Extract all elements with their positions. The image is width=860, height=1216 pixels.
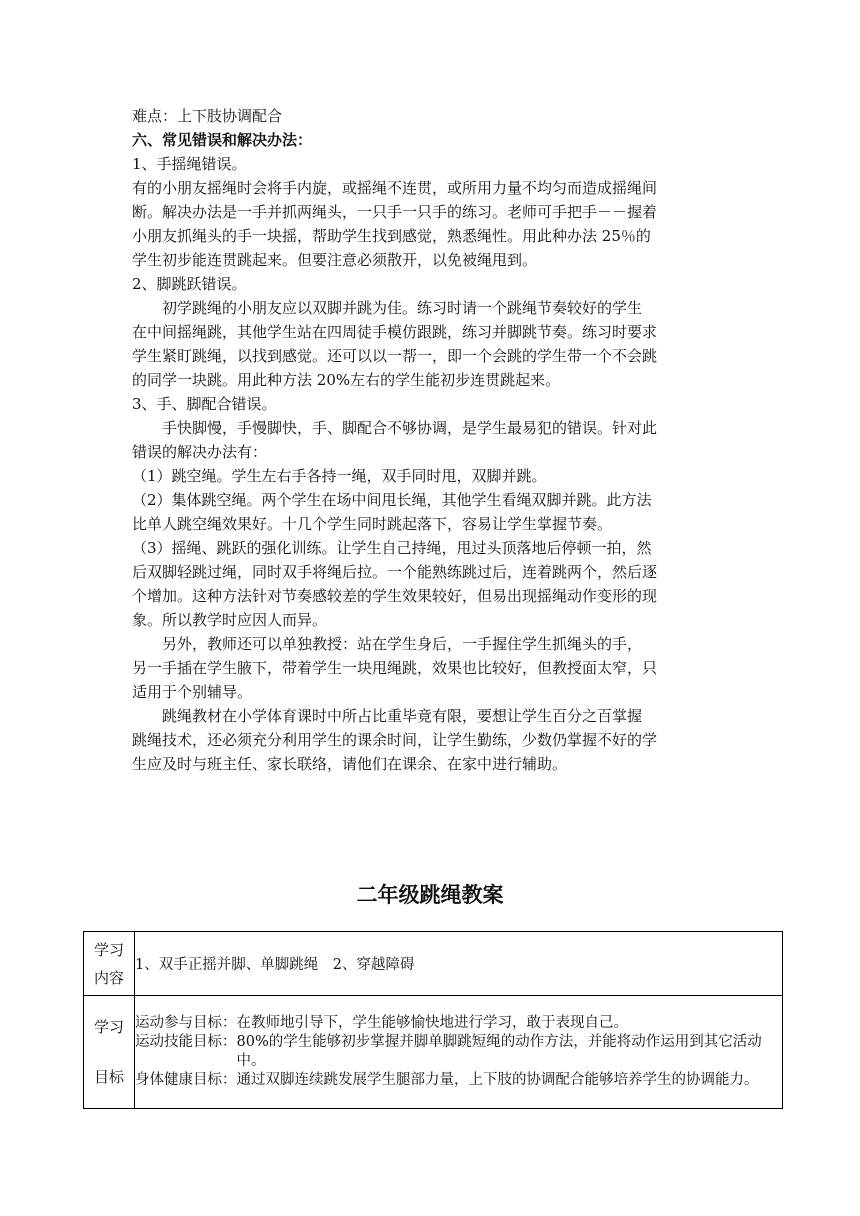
goal-label: 身体健康目标： [135, 1072, 237, 1088]
text-line: 2、脚跳跃错误。 [132, 275, 247, 293]
label-line: 学习 [93, 1018, 124, 1036]
text-line: 适用于个别辅导。 [132, 683, 253, 701]
goal-label: 运动参与目标： [135, 1015, 237, 1031]
row-label-content [84, 932, 135, 996]
table-row-goals [84, 996, 783, 1109]
section-heading: 六、常见错误和解决办法： [132, 131, 313, 149]
text-line: 3、手、脚配合错误。 [132, 395, 277, 413]
text-line: 小朋友抓绳头的手一块摇，帮助学生找到感觉，熟悉绳性。用此种办法 25％的 [132, 227, 651, 245]
text-line: 跳绳教材在小学体育课时中所占比重毕竟有限，要想让学生百分之百掌握 [132, 707, 643, 725]
text-line: 个增加。这种方法针对节奏感较差的学生效果较好，但易出现摇绳动作变形的现 [132, 587, 658, 605]
text-line: 另外，教师还可以单独教授：站在学生身后，一手握住学生抓绳头的手， [132, 635, 643, 653]
text-line: （1）跳空绳。学生左右手各持一绳，双手同时甩，双脚并跳。 [132, 467, 547, 485]
text-line: （3）摇绳、跳跃的强化训练。让学生自己持绳，甩过头顶落地后停顿一拍，然 [132, 539, 652, 557]
label-line: 目标 [93, 1068, 124, 1086]
goal-label: 运动技能目标： [135, 1034, 237, 1050]
label-line: 内容 [93, 968, 124, 987]
goals-cell [135, 996, 783, 1109]
text-line: （2）集体跳空绳。两个学生在场中间甩长绳，其他学生看绳双脚并跳。此方法 [132, 491, 652, 509]
goal-participation [135, 1014, 782, 1033]
document-title: 二年级跳绳教案 [356, 883, 504, 907]
text-line: 错误的解决办法有： [132, 443, 268, 461]
text-line: 生应及时与班主任、家长联络，请他们在课余、在家中进行辅助。 [132, 755, 568, 773]
text-line: 难点：上下肢协调配合 [132, 107, 283, 125]
body-text [132, 104, 732, 776]
learning-content-text: 1、双手正摇并脚、单脚跳绳 2、穿越障碍 [135, 957, 415, 973]
text-line: 学生初步能连贯跳起来。但要注意必须散开，以免被绳甩到。 [132, 251, 538, 269]
lesson-plan-table [83, 931, 783, 1109]
text-line: 比单人跳空绳效果好。十几个学生同时跳起落下，容易让学生掌握节奏。 [132, 515, 613, 533]
text-line: 有的小朋友摇绳时会将手内旋，或摇绳不连贯，或所用力量不均匀而造成摇绳间 [132, 179, 658, 197]
goal-text: 80%的学生能够初步掌握并脚单脚跳短绳的动作方法，并能将动作运用到其它活动中。 [236, 1034, 762, 1069]
text-line: 象。所以教学时应因人而异。 [132, 611, 328, 629]
goal-health [135, 1071, 782, 1090]
label-line: 学习 [93, 940, 124, 959]
goal-text: 通过双脚连续跳发展学生腿部力量，上下肢的协调配合能够培养学生的协调能力。 [236, 1072, 759, 1088]
goal-text: 在教师地引导下，学生能够愉快地进行学习，敢于表现自己。 [236, 1015, 628, 1031]
table-row-content [84, 932, 783, 996]
text-line: 学生紧盯跳绳，以找到感觉。还可以以一帮一，即一个会跳的学生带一个不会跳 [132, 347, 658, 365]
text-line: 跳绳技术，还必须充分利用学生的课余时间，让学生勤练，少数仍掌握不好的学 [132, 731, 658, 749]
text-line: 断。解决办法是一手并抓两绳头，一只手一只手的练习。老师可手把手－－握着 [132, 203, 658, 221]
text-line: 1、手摇绳错误。 [132, 155, 247, 173]
text-line: 另一手插在学生腋下，带着学生一块甩绳跳，效果也比较好，但教授面太窄，只 [132, 659, 658, 677]
text-line: 在中间摇绳跳，其他学生站在四周徒手模仿跟跳，练习并脚跳节奏。练习时要求 [132, 323, 658, 341]
text-line: 手快脚慢，手慢脚快，手、脚配合不够协调，是学生最易犯的错误。针对此 [132, 419, 658, 437]
text-line: 后双脚轻跳过绳，同时双手将绳后拉。一个能熟练跳过后，连着跳两个，然后逐 [132, 563, 658, 581]
goal-skill [135, 1033, 782, 1071]
text-line: 的同学一块跳。用此种方法 20%左右的学生能初步连贯跳起来。 [132, 371, 561, 389]
text-line: 初学跳绳的小朋友应以双脚并跳为佳。练习时请一个跳绳节奏较好的学生 [132, 299, 643, 317]
content-cell [135, 932, 783, 996]
row-label-goals [84, 996, 135, 1109]
